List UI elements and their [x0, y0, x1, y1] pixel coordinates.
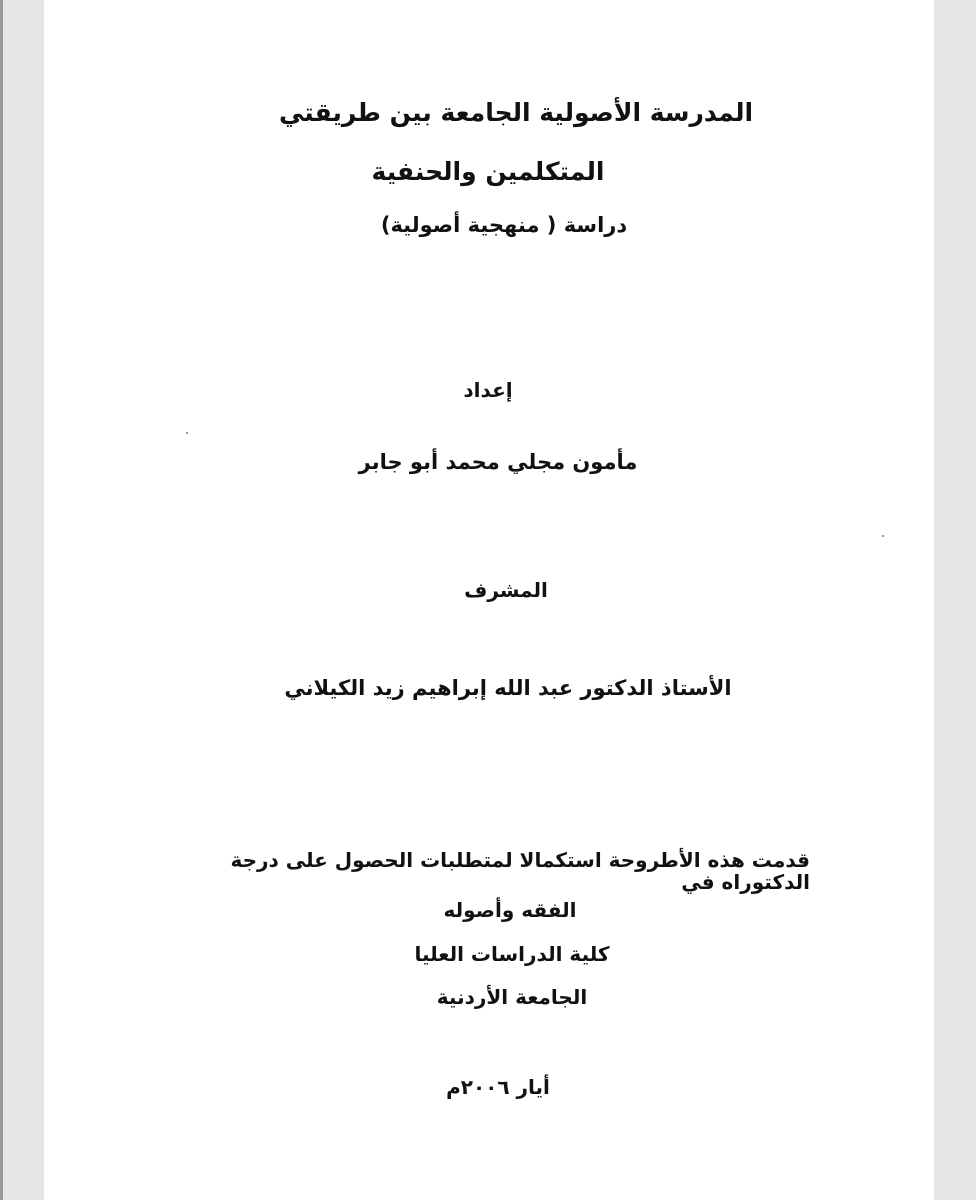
faculty-name: كلية الدراسات العليا [414, 942, 610, 966]
submission-statement: قدمت هذه الأطروحة استكمالا لمتطلبات الحصول على درجة الدكتوراه في [230, 848, 810, 894]
university-name: الجامعة الأردنية [436, 985, 588, 1009]
prepared-by-label: إعداد [463, 378, 513, 402]
field-of-study: الفقه وأصوله [443, 898, 577, 922]
scan-speck [882, 535, 884, 537]
thesis-title-line-2: المتكلمين والحنفية [371, 157, 605, 186]
submission-date: أيار ٢٠٠٦م [446, 1075, 550, 1099]
scan-speck [186, 432, 188, 434]
thesis-subtitle: دراسة ( منهجية أصولية) [380, 213, 628, 237]
supervisor-label: المشرف [464, 578, 548, 602]
author-name: مأمون مجلي محمد أبو جابر [358, 450, 638, 474]
thesis-title-line-1: المدرسة الأصولية الجامعة بين طريقتي [278, 98, 754, 127]
supervisor-name: الأستاذ الدكتور عبد الله إبراهيم زيد الكيلاني [284, 676, 732, 700]
